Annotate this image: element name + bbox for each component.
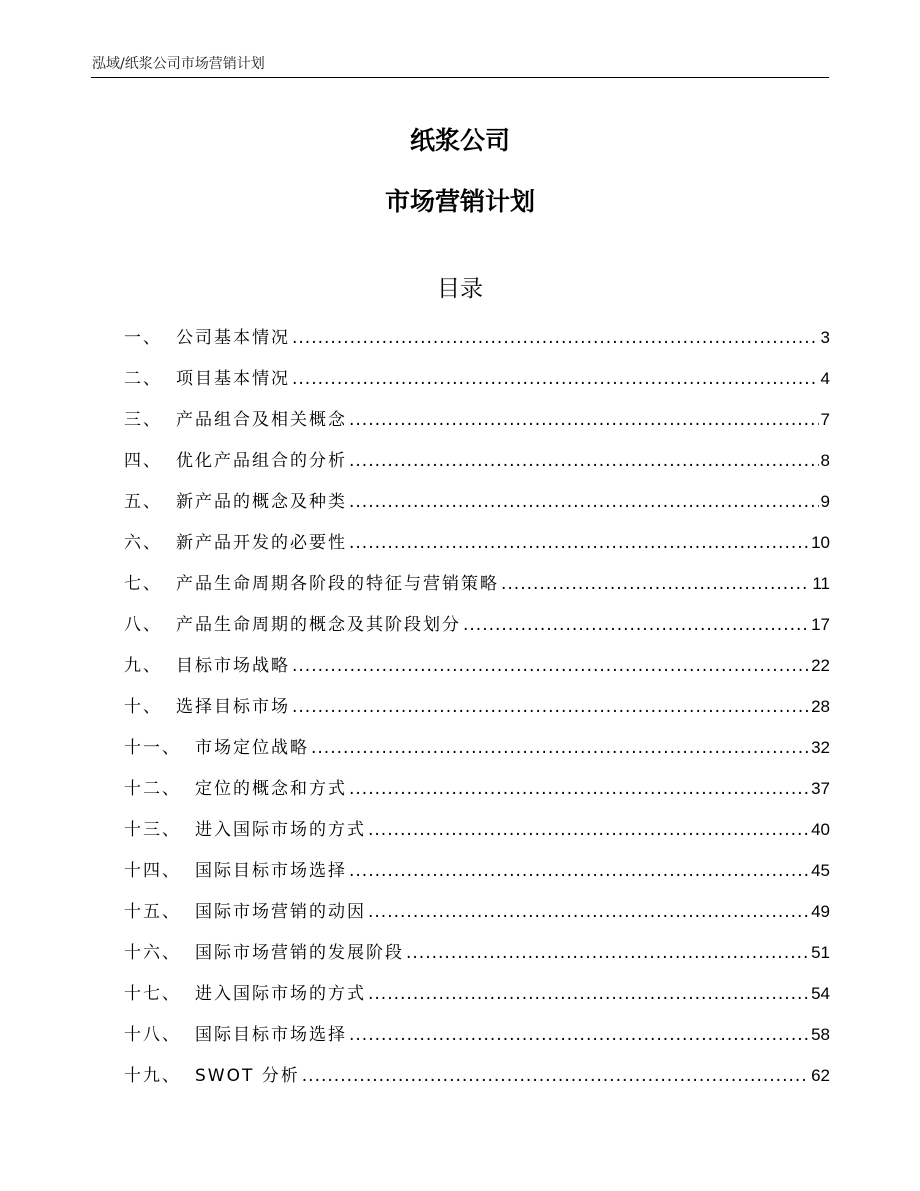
toc-entry-title: 新产品开发的必要性 [176,533,347,553]
toc-dot-leader [292,364,819,394]
toc-entry-title: 国际市场营销的动因 [195,902,366,922]
toc-entry-title: SWOT 分析 [195,1066,300,1086]
toc-entry-page: 49 [811,902,830,921]
toc-dot-leader [463,610,809,640]
toc-entry-title: 产品生命周期各阶段的特征与营销策略 [176,574,499,594]
toc-entry-page: 28 [811,697,830,716]
toc-entry-page: 22 [811,656,830,675]
toc-dot-leader [368,897,809,927]
toc-entry-page: 58 [811,1025,830,1044]
toc-dot-leader [501,569,810,599]
toc-entry-number: 八、 [124,615,162,635]
toc-entry-title: 项目基本情况 [176,369,290,389]
toc-dot-leader [349,446,819,476]
toc-entry[interactable] [124,897,830,938]
toc-entry-page: 54 [811,984,830,1003]
toc-entry-page: 51 [811,943,830,962]
toc-entry-number: 四、 [124,451,162,471]
running-header: 泓域/纸浆公司市场营销计划 [92,56,265,72]
toc-entry[interactable] [124,1020,830,1061]
toc-entry[interactable] [124,815,830,856]
header-rule [91,77,829,78]
toc-entry-title: 优化产品组合的分析 [176,451,347,471]
toc-entry[interactable] [124,487,830,528]
toc-entry-number: 十二、 [124,779,181,799]
toc-list [124,323,830,1102]
toc-entry-page: 11 [812,574,830,593]
toc-entry[interactable] [124,733,830,774]
toc-entry-title: 市场定位战略 [195,738,309,758]
toc-entry-number: 三、 [124,410,162,430]
toc-entry[interactable] [124,692,830,733]
toc-entry-number: 一、 [124,328,162,348]
document-title-line-2: 市场营销计划 [384,187,535,216]
toc-entry-page: 62 [811,1066,830,1085]
toc-dot-leader [368,979,809,1009]
toc-dot-leader [406,938,809,968]
toc-entry-title: 国际市场营销的发展阶段 [195,943,404,963]
toc-dot-leader [292,651,809,681]
toc-entry-page: 10 [811,533,830,552]
toc-entry[interactable] [124,323,830,364]
toc-entry-number: 十六、 [124,943,181,963]
toc-dot-leader [368,815,809,845]
toc-entry-number: 十三、 [124,820,181,840]
toc-entry-title: 公司基本情况 [176,328,290,348]
toc-entry[interactable] [124,446,830,487]
toc-dot-leader [292,323,819,353]
toc-entry[interactable] [124,528,830,569]
toc-entry-number: 六、 [124,533,162,553]
toc-entry-page: 9 [820,492,830,511]
toc-entry-page: 45 [811,861,830,880]
toc-entry[interactable] [124,569,830,610]
toc-dot-leader [349,856,809,886]
toc-entry-page: 40 [811,820,830,839]
toc-entry-number: 十一、 [124,738,181,758]
toc-entry-title: 选择目标市场 [176,697,290,717]
toc-dot-leader [349,405,819,435]
toc-entry[interactable] [124,405,830,446]
toc-entry-page: 8 [820,451,830,470]
toc-entry[interactable] [124,979,830,1020]
toc-entry-title: 产品生命周期的概念及其阶段划分 [176,615,461,635]
toc-dot-leader [349,774,809,804]
toc-heading: 目录 [437,276,483,302]
toc-entry-title: 产品组合及相关概念 [176,410,347,430]
toc-entry-title: 进入国际市场的方式 [195,820,366,840]
toc-entry-page: 3 [820,328,830,347]
toc-entry-number: 二、 [124,369,162,389]
toc-dot-leader [349,1020,809,1050]
toc-entry-page: 4 [820,369,830,388]
toc-entry-number: 十四、 [124,861,181,881]
toc-entry-number: 十九、 [124,1066,181,1086]
toc-entry[interactable] [124,651,830,692]
toc-entry-title: 新产品的概念及种类 [176,492,347,512]
toc-entry[interactable] [124,774,830,815]
toc-dot-leader [349,487,819,517]
toc-entry-number: 十五、 [124,902,181,922]
toc-entry-number: 七、 [124,574,162,594]
toc-entry-title: 国际目标市场选择 [195,1025,347,1045]
toc-dot-leader [292,692,809,722]
toc-entry-number: 五、 [124,492,162,512]
toc-entry-page: 32 [811,738,830,757]
toc-entry[interactable] [124,364,830,405]
toc-entry-number: 十八、 [124,1025,181,1045]
toc-entry-page: 37 [811,779,830,798]
toc-dot-leader [349,528,809,558]
toc-entry-title: 国际目标市场选择 [195,861,347,881]
toc-entry-number: 十七、 [124,984,181,1004]
toc-entry[interactable] [124,610,830,651]
toc-entry-page: 7 [820,410,830,429]
toc-entry-page: 17 [811,615,830,634]
toc-entry[interactable] [124,856,830,897]
document-title-line-1: 纸浆公司 [409,126,510,155]
toc-entry-number: 九、 [124,656,162,676]
toc-entry-number: 十、 [124,697,162,717]
toc-entry-title: 目标市场战略 [176,656,290,676]
toc-entry-title: 定位的概念和方式 [195,779,347,799]
toc-dot-leader [311,733,809,763]
toc-dot-leader [302,1061,809,1091]
toc-entry[interactable] [124,1061,830,1102]
toc-entry[interactable] [124,938,830,979]
toc-entry-title: 进入国际市场的方式 [195,984,366,1004]
